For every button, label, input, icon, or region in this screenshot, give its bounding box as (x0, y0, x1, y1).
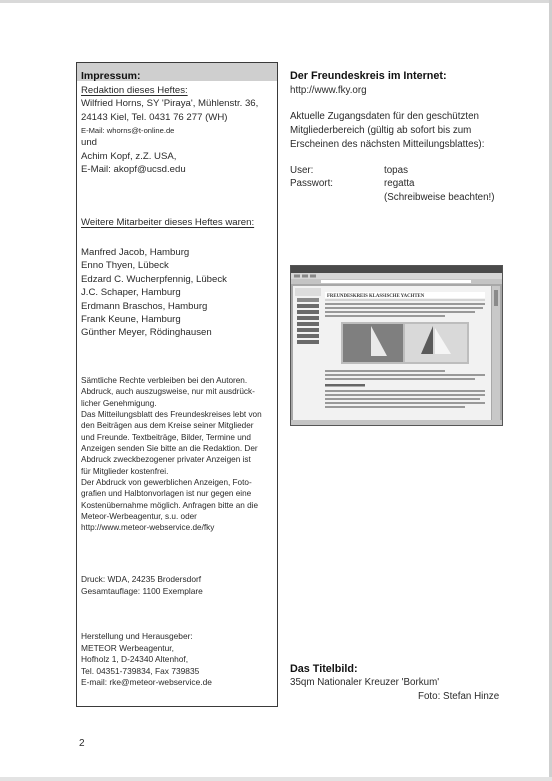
rights-line: für Mitglieder kostenfrei. (81, 466, 169, 476)
password-value: regatta (384, 178, 415, 190)
page-edge-bottom (0, 777, 552, 781)
print-section (81, 574, 275, 597)
internet-title: Der Freundeskreis im Internet: (290, 70, 447, 82)
publisher-line: Tel. 04351-739834, Fax 739835 (81, 665, 200, 676)
rights-line: und Freunde. Textbeiträge, Bilder, Termine und (81, 432, 251, 442)
access-line: Aktuelle Zugangsdaten für den geschützten (290, 111, 479, 122)
print-line: Gesamtauflage: 1100 Exemplare (81, 585, 203, 596)
publisher-line: E-mail: rke@meteor-webservice.de (81, 677, 212, 688)
print-line: Druck: WDA, 24235 Brodersdorf (81, 574, 202, 584)
rights-line: Das Mitteilungsblatt des Freundeskreises lebt von (81, 410, 262, 420)
rights-line: den Beiträgen aus dem Kreise seiner Mitglieder (81, 421, 254, 431)
publisher-line: Herstellung und Herausgeber: (81, 631, 193, 641)
rights-line: Abdruck, auch auszugsweise, nur mit ausdrück- (81, 387, 255, 397)
contributor: Edzard C. Wucherpfennig, Lübeck (81, 273, 227, 285)
rights-line: Sämtliche Rechte verbleiben bei den Autoren. (81, 376, 248, 385)
note-row (290, 191, 530, 204)
password-row (290, 177, 530, 190)
cover-section (290, 663, 530, 704)
password-note: (Schreibweise beachten!) (384, 191, 495, 203)
contributor: Frank Keune, Hamburg (81, 314, 181, 326)
impressum-title: Impressum: (81, 70, 141, 82)
access-text (290, 110, 530, 152)
credentials (290, 164, 530, 204)
contributor: Manfred Jacob, Hamburg (81, 247, 190, 258)
editor2-line: Achim Kopf, z.Z. USA, (81, 150, 177, 162)
redaktion-section (81, 84, 275, 176)
editor1-line: 24143 Kiel, Tel. 0431 76 277 (WH) (81, 111, 228, 123)
editor2-email: E-Mail: akopf@ucsd.edu (81, 164, 186, 176)
rights-section (81, 375, 275, 534)
publisher-section (81, 631, 275, 689)
rights-line: Kostenübernahme möglich. Anfragen bitte an die (81, 500, 259, 510)
contributor: Günther Meyer, Rödinghausen (81, 327, 212, 339)
contributors-heading: Weitere Mitarbeiter dieses Heftes waren: (81, 217, 255, 228)
website-screenshot-image (291, 266, 502, 425)
rights-line: Abdruck zweckbezogener privater Anzeigen ist (81, 455, 251, 465)
publisher-line: METEOR Werbeagentur, (81, 642, 174, 653)
banner-text: FREUNDESKREIS KLASSISCHE YACHTEN (327, 294, 425, 299)
website-screenshot (290, 265, 503, 426)
rights-line: grafien und Halbtonvorlagen ist nur gegen eine (81, 489, 252, 499)
cover-title: Das Titelbild: (290, 663, 358, 675)
contributor: Erdmann Braschos, Hamburg (81, 300, 208, 312)
access-line: Mitgliederbereich (gültig ab sofort bis zum (290, 125, 472, 136)
impressum-box (76, 62, 278, 707)
contributor: J.C. Schaper, Hamburg (81, 287, 181, 299)
cover-credit: Foto: Stefan Hinze (418, 691, 500, 702)
contributors-list (81, 246, 275, 340)
impressum-header (77, 63, 277, 81)
user-label: User: (290, 165, 314, 176)
publisher-line: Hofholz 1, D-24340 Altenhof, (81, 654, 189, 665)
editor1-email: E-Mail: whorns@t-online.de (81, 126, 175, 136)
user-value: topas (384, 165, 408, 176)
password-label: Passwort: (290, 178, 334, 190)
contributor: Enno Thyen, Lübeck (81, 260, 169, 272)
user-row (290, 164, 530, 177)
rights-url: http://www.meteor-webservice.de/fky (81, 523, 215, 533)
cover-caption: 35qm Nationaler Kreuzer 'Borkum' (290, 677, 440, 688)
internet-url: http://www.fky.org (290, 85, 367, 96)
page-edge-top (0, 0, 552, 3)
redaktion-heading: Redaktion dieses Heftes: (81, 85, 188, 96)
rights-line: Anzeigen senden Sie bitte an die Redaktion. Der (81, 444, 258, 454)
access-line: Erscheinen des nächsten Mitteilungsblattes): (290, 139, 485, 150)
contributors-section (81, 216, 275, 229)
and-text: und (81, 137, 98, 149)
internet-section (290, 70, 530, 204)
editor1-line: Wilfried Horns, SY 'Piraya', Mühlenstr. 36, (81, 98, 259, 110)
rights-line: licher Genehmigung. (81, 398, 157, 408)
rights-line: Meteor-Werbeagentur, s.u. oder (81, 512, 197, 522)
rights-line: Der Abdruck von gewerblichen Anzeigen, Foto- (81, 478, 252, 488)
page-number: 2 (79, 738, 85, 749)
